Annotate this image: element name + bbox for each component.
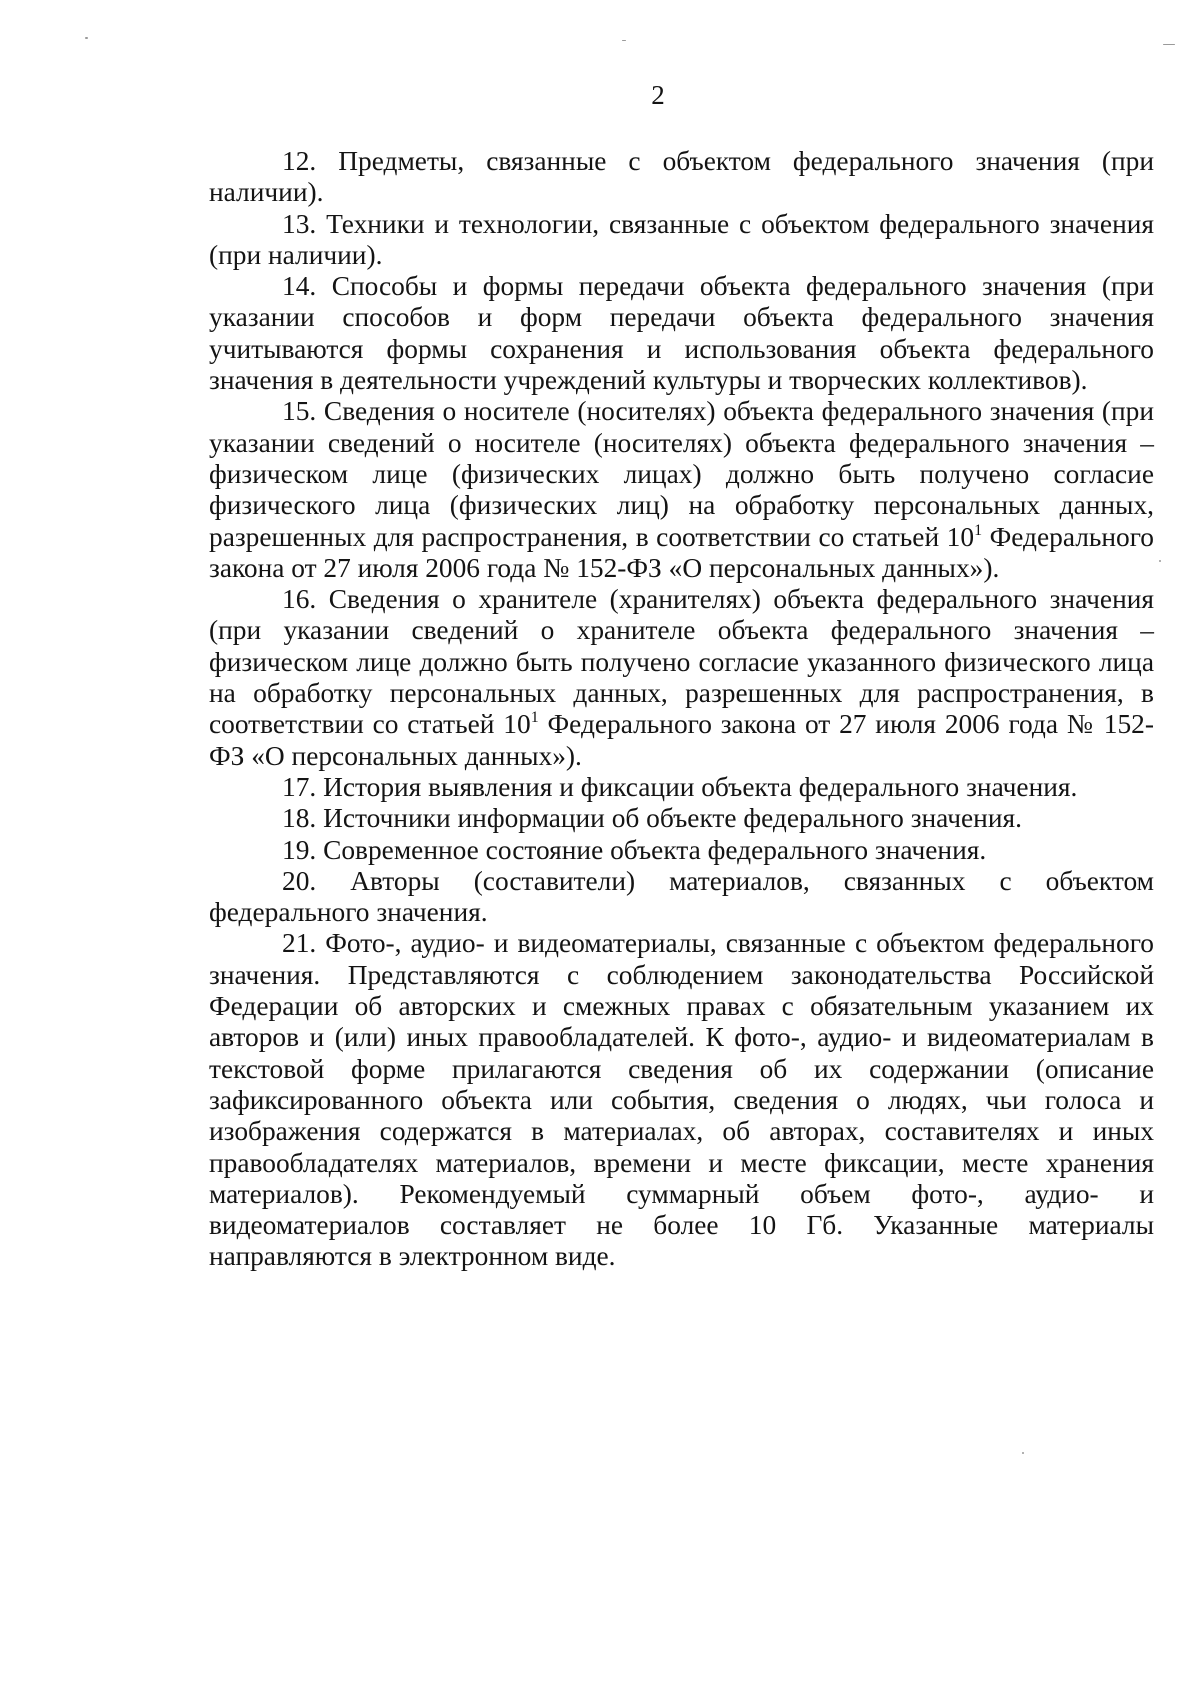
paragraph-19: 19. Современное состояние объекта федерального значения. xyxy=(282,834,987,865)
paragraph-15 xyxy=(209,396,1154,584)
paragraph-16 xyxy=(209,584,1154,772)
paragraph-13: 13. Техники и технологии, связанные с объектом федерального значения (при наличии). xyxy=(209,208,1154,270)
paragraph-16-superscript: 1 xyxy=(530,709,539,727)
paragraph-17: 17. История выявления и фиксации объекта федерального значения. xyxy=(282,771,1078,802)
paragraph-16-text-before: 16. Сведения о хранителе (хранителях) объекта федерального значения (при указании сведений о хранителе объекта федерального значения – физическом лице должно быть получено согласие указанного физического лица на обработку персональных данных, разрешенных для распространения, в соответствии со статьей 10 xyxy=(209,584,1154,740)
scan-speck xyxy=(1022,1452,1024,1454)
paragraph-21: 21. Фото-, аудио- и видеоматериалы, связанные с объектом федерального значения. Представляются с соблюдением законодательства Российской Федерации об авторских и смежных правах с обязательным указанием их авторов и (или) иных правообладателей. К фото-, аудио- и видеоматериалам в текстовой форме прилагаются сведения об их содержании (описание зафиксированного объекта или события, сведения о людях, чьи голоса и изображения содержатся в материалах, об авторах, составителях и иных правообладателях материалов, времени и месте фиксации, месте хранения материалов). Рекомендуемый суммарный объем фото-, аудио- и видеоматериалов составляет не более 10 Гб. Указанные материалы направляются в электронном виде. xyxy=(209,928,1154,1272)
paragraph-18: 18. Источники информации об объекте федерального значения. xyxy=(282,803,1022,834)
scan-speck xyxy=(1163,44,1175,45)
paragraph-15-text-before: 15. Сведения о носителе (носителях) объекта федерального значения (при указании сведений о носителе (носителях) объекта федерального значения – физическом лице (физических лицах) должно быть получено согласие физического лица (физических лиц) на обработку персональных данных, разрешенных для распространения, в соответствии со статьей 10 xyxy=(209,396,1154,552)
scan-speck xyxy=(622,40,626,41)
page-number: 2 xyxy=(651,80,665,110)
paragraph-15-text-after: Федерального закона от 27 июля 2006 года № 152-ФЗ «О персональных данных»). xyxy=(209,521,1155,583)
document-body xyxy=(209,146,1154,1273)
paragraph-12: 12. Предметы, связанные с объектом федерального значения (при наличии). xyxy=(209,146,1154,208)
paragraph-15-superscript: 1 xyxy=(974,521,983,539)
paragraph-14: 14. Способы и формы передачи объекта федерального значения (при указании способов и форм передачи объекта федерального значения учитываются формы сохранения и использования объекта федерального значения в деятельности учреждений культуры и творческих коллективов). xyxy=(209,271,1154,396)
paragraph-20: 20. Авторы (составители) материалов, связанных с объектом федерального значения. xyxy=(209,865,1154,928)
paragraph-16-text-after: Федерального закона от 27 июля 2006 года № 152-ФЗ «О персональных данных»). xyxy=(209,709,1154,771)
scan-speck xyxy=(85,37,88,39)
scan-speck xyxy=(1159,560,1161,562)
